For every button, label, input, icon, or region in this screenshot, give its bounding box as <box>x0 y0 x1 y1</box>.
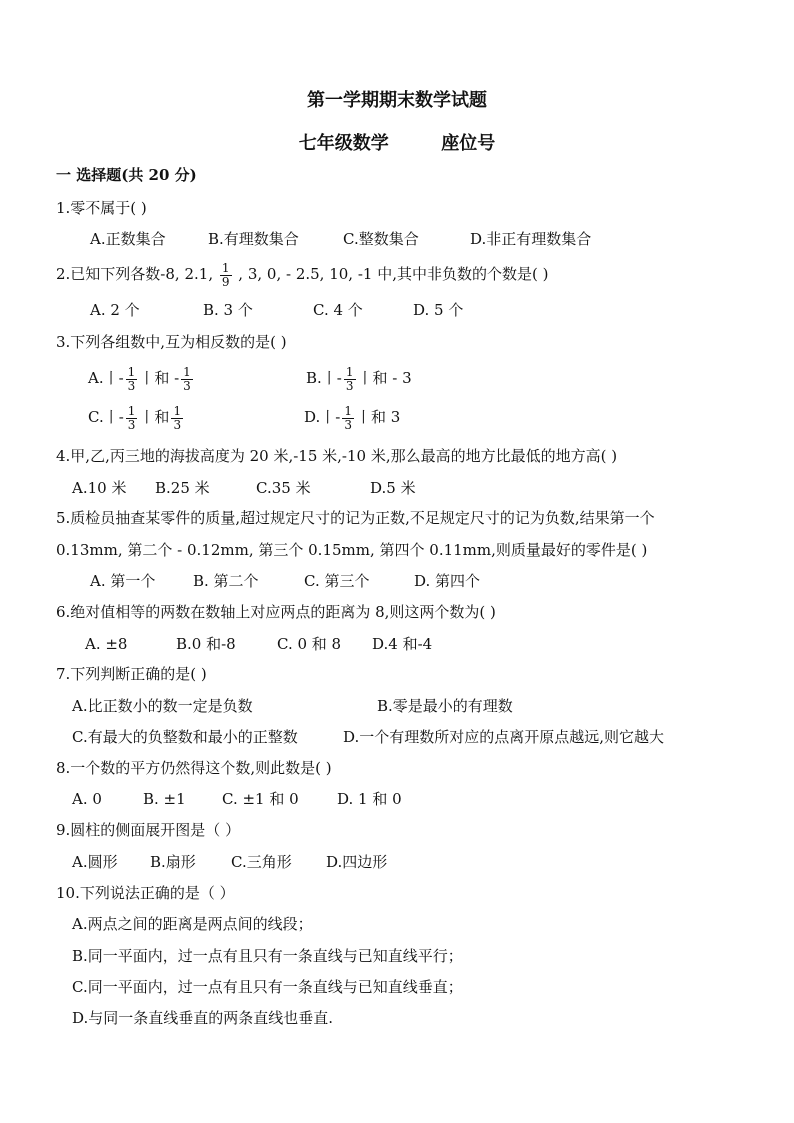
q8-option-b: B. ±1 <box>143 790 186 808</box>
q3-option-d <box>304 401 400 433</box>
question-6-stem: 6.绝对值相等的两数在数轴上对应两点的距离为 8,则这两个数为( ) <box>56 603 496 621</box>
q5-option-c: C. 第三个 <box>304 572 370 590</box>
q2-option-b: B. 3 个 <box>203 301 253 319</box>
section-heading: 一 选择题(共 20 分) <box>56 166 197 184</box>
q5-option-b: B. 第二个 <box>193 572 259 590</box>
exam-subtitle <box>0 129 794 155</box>
q5-option-a: A. 第一个 <box>90 572 156 590</box>
fraction <box>126 405 138 432</box>
question-9-stem: 9.圆柱的侧面展开图是（ ） <box>56 821 241 839</box>
q2-option-c: C. 4 个 <box>313 301 363 319</box>
q7-option-d: D.一个有理数所对应的点离开原点越远,则它越大 <box>343 728 665 746</box>
q3-d-pre: D.丨- <box>304 408 341 426</box>
q8-option-a: A. 0 <box>72 790 102 808</box>
grade-subject: 七年级数学 <box>298 133 389 154</box>
q10-option-c: C.同一平面内，过一点有且只有一条直线与已知直线垂直； <box>72 978 463 996</box>
q1-option-b: B.有理数集合 <box>208 230 299 248</box>
q1-option-d: D.非正有理数集合 <box>470 230 592 248</box>
fraction-denominator: 3 <box>127 417 136 432</box>
q1-option-c: C.整数集合 <box>343 230 419 248</box>
q8-option-d: D. 1 和 0 <box>337 790 402 808</box>
fraction-numerator: 1 <box>183 364 191 379</box>
fraction <box>344 366 356 393</box>
q4-option-c: C.35 米 <box>256 479 311 497</box>
q2-option-a: A. 2 个 <box>90 301 140 319</box>
q6-option-c: C. 0 和 8 <box>277 635 342 653</box>
q6-option-d: D.4 和-4 <box>372 635 433 653</box>
q9-option-d: D.四边形 <box>326 853 388 871</box>
question-7-stem: 7.下列判断正确的是( ) <box>56 665 207 683</box>
fraction-numerator: 1 <box>127 403 136 418</box>
question-4-stem: 4.甲,乙,丙三地的海拔高度为 20 米,-15 米,-10 米,那么最高的地方比最低的地方高( ) <box>56 447 618 465</box>
q10-option-d: D.与同一条直线垂直的两条直线也垂直. <box>72 1009 334 1027</box>
q5-option-d: D. 第四个 <box>414 572 481 590</box>
fraction-numerator: 1 <box>127 364 136 379</box>
exam-title: 第一学期期末数学试题 <box>307 90 487 111</box>
q4-option-b: B.25 米 <box>155 479 210 497</box>
q9-option-c: C.三角形 <box>231 853 292 871</box>
q3-c-mid: 丨和 <box>139 408 170 426</box>
fraction-numerator: 1 <box>345 364 354 379</box>
fraction <box>171 405 183 432</box>
fraction-denominator: 9 <box>221 274 230 289</box>
fraction <box>181 366 193 393</box>
q3-a-mid: 丨和 - <box>139 369 180 387</box>
question-2-stem <box>56 258 548 290</box>
q2-stem-post: , 3, 0, - 2.5, 10, -1 中,其中非负数的个数是( ) <box>238 265 549 283</box>
q7-option-c: C.有最大的负整数和最小的正整数 <box>72 728 298 746</box>
fraction-denominator: 3 <box>183 378 191 393</box>
question-1-stem: 1.零不属于( ) <box>56 199 147 217</box>
fraction-denominator: 3 <box>344 417 352 432</box>
q2-option-d: D. 5 个 <box>413 301 464 319</box>
fraction-denominator: 3 <box>345 378 354 393</box>
fraction <box>342 405 354 432</box>
question-3-stem: 3.下列各组数中,互为相反数的是( ) <box>56 333 287 351</box>
q3-option-c <box>88 401 185 433</box>
q6-option-a: A. ±8 <box>85 635 128 653</box>
fraction-numerator: 1 <box>221 260 230 275</box>
q7-option-b: B.零是最小的有理数 <box>377 697 513 715</box>
fraction-denominator: 3 <box>173 417 182 432</box>
q3-d-post: 丨和 3 <box>355 408 401 426</box>
question-5-stem-line1: 5.质检员抽查某零件的质量,超过规定尺寸的记为正数,不足规定尺寸的记为负数,结果第一个 <box>56 509 655 527</box>
q3-b-post: 丨和 - 3 <box>357 369 412 387</box>
fraction-denominator: 3 <box>127 378 136 393</box>
question-5-stem-line2: 0.13mm, 第二个 - 0.12mm, 第三个 0.15mm, 第四个 0.11mm,则质量最好的零件是( ) <box>56 541 648 559</box>
q10-option-a: A.两点之间的距离是两点间的线段； <box>72 915 313 933</box>
q1-option-a: A.正数集合 <box>90 230 166 248</box>
q10-option-b: B.同一平面内，过一点有且只有一条直线与已知直线平行； <box>72 947 463 965</box>
q3-option-a <box>88 362 195 394</box>
q3-option-b <box>306 362 412 394</box>
q8-option-c: C. ±1 和 0 <box>222 790 299 808</box>
q3-b-pre: B.丨- <box>306 369 342 387</box>
q3-a-pre: A.丨- <box>88 369 124 387</box>
q7-option-a: A.比正数小的数一定是负数 <box>72 697 253 715</box>
fraction <box>220 262 232 289</box>
q9-option-a: A.圆形 <box>72 853 118 871</box>
seat-number-label: 座位号 <box>441 133 496 154</box>
question-10-stem: 10.下列说法正确的是（ ） <box>56 884 235 902</box>
question-8-stem: 8.一个数的平方仍然得这个数,则此数是( ) <box>56 759 332 777</box>
q9-option-b: B.扇形 <box>150 853 196 871</box>
q4-option-a: A.10 米 <box>72 479 127 497</box>
q6-option-b: B.0 和-8 <box>176 635 236 653</box>
q3-c-pre: C.丨- <box>88 408 124 426</box>
q2-stem-pre: 2.已知下列各数-8, 2.1, <box>56 265 214 283</box>
fraction-numerator: 1 <box>344 403 352 418</box>
fraction-numerator: 1 <box>173 403 182 418</box>
fraction <box>126 366 138 393</box>
q4-option-d: D.5 米 <box>370 479 416 497</box>
